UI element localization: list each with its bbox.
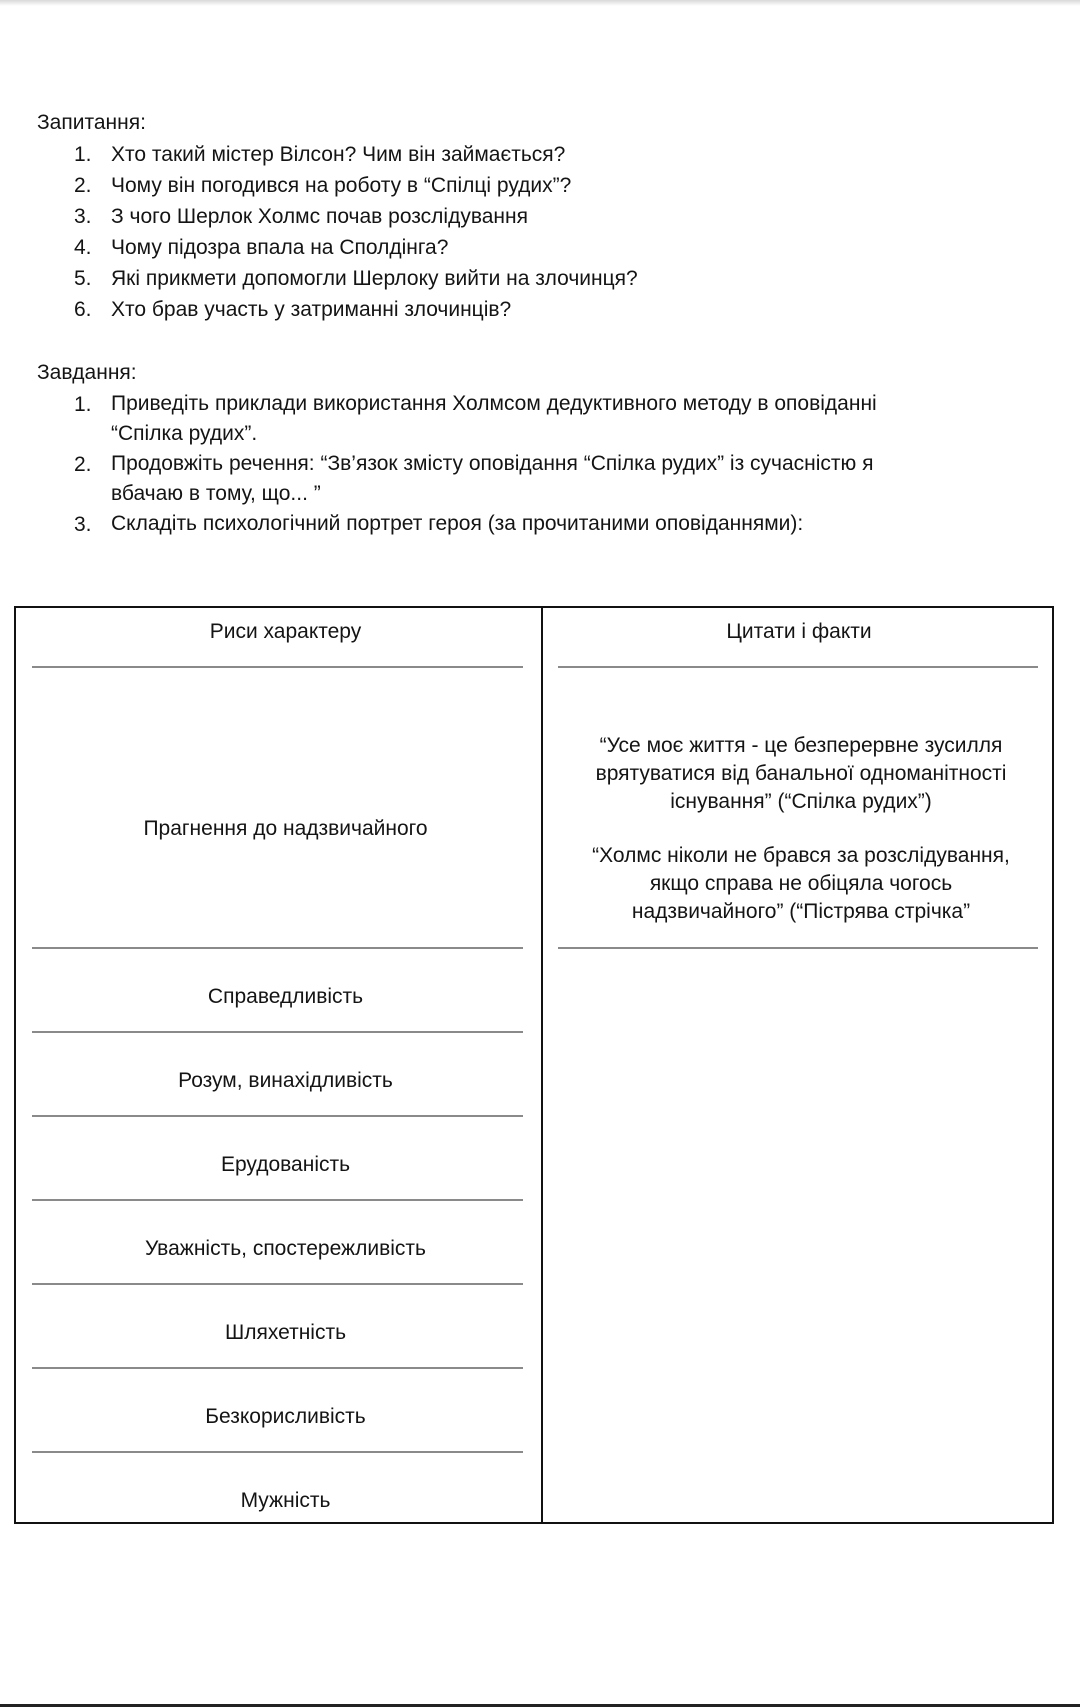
column-divider bbox=[541, 608, 543, 1522]
list-item: 3. З чого Шерлок Холмс почав розслідування bbox=[74, 205, 528, 228]
top-edge-shadow bbox=[0, 0, 1080, 6]
list-item: 3. Складіть психологічний портрет героя (за прочитаними оповіданнями): bbox=[0, 509, 1000, 539]
question-text: Чому він погодився на роботу в “Спілці рудих”? bbox=[111, 174, 572, 197]
quotes-column-header: Цитати і факти bbox=[726, 620, 872, 643]
list-item: 5. Які прикмети допомогли Шерлоку вийти на злочинця? bbox=[74, 267, 638, 290]
question-text: З чого Шерлок Холмс почав розслідування bbox=[111, 205, 528, 228]
trait-cell: Мужність bbox=[240, 1489, 331, 1512]
traits-column-header: Риси характеру bbox=[209, 620, 362, 643]
list-item: 1. Приведіть приклади використання Холмсом дедуктивного методу в оповіданні “Спілка рудих”. bbox=[0, 389, 1000, 449]
list-item: 6. Хто брав участь у затриманні злочинців? bbox=[74, 298, 512, 321]
character-portrait-table bbox=[14, 606, 1054, 1524]
task-text-line: Складіть психологічний портрет героя (за прочитаними оповіданнями): bbox=[111, 512, 804, 535]
bottom-edge-rule bbox=[0, 1704, 1080, 1707]
quote-line: існування” (“Спілка рудих”) bbox=[670, 790, 932, 813]
quote-line: “Усе моє життя - це безперервне зусилля bbox=[599, 734, 1003, 757]
trait-cell: Безкорисливість bbox=[205, 1405, 366, 1428]
quote-cell bbox=[566, 732, 1036, 816]
list-item: 1. Хто такий містер Вілсон? Чим він займається? bbox=[74, 143, 566, 166]
row-divider bbox=[32, 1283, 523, 1285]
row-divider bbox=[32, 1115, 523, 1117]
row-divider bbox=[32, 1031, 523, 1033]
row-divider bbox=[558, 666, 1038, 668]
question-text: Які прикмети допомогли Шерлоку вийти на злочинця? bbox=[111, 267, 638, 290]
questions-heading: Запитання: bbox=[37, 111, 146, 134]
row-divider bbox=[32, 666, 523, 668]
question-text: Хто такий містер Вілсон? Чим він займається? bbox=[111, 143, 566, 166]
list-item: 2. Продовжіть речення: “Зв’язок змісту оповідання “Спілка рудих” із сучасністю я вбачаю в тому, що... ” bbox=[0, 449, 1000, 509]
quote-cell bbox=[566, 842, 1036, 926]
trait-cell: Шляхетність bbox=[224, 1321, 347, 1344]
tasks-heading: Завдання: bbox=[37, 361, 137, 384]
quote-line: надзвичайного” (“Пістрява стрічка” bbox=[631, 900, 971, 923]
row-divider bbox=[32, 1451, 523, 1453]
task-text-line: Приведіть приклади використання Холмсом дедуктивного методу в оповіданні bbox=[111, 392, 877, 415]
task-text-line: Продовжіть речення: “Зв’язок змісту оповідання “Спілка рудих” із сучасністю я bbox=[111, 452, 874, 475]
task-text-line: “Спілка рудих”. bbox=[111, 422, 258, 445]
row-divider bbox=[32, 1199, 523, 1201]
trait-cell: Прагнення до надзвичайного bbox=[143, 817, 428, 840]
row-divider bbox=[32, 947, 523, 949]
trait-cell: Уважність, спостережливість bbox=[145, 1237, 426, 1260]
trait-cell: Справедливість bbox=[207, 985, 364, 1008]
question-text: Чому підозра впала на Сполдінга? bbox=[111, 236, 449, 259]
quote-line: “Холмс ніколи не брався за розслідування, bbox=[592, 844, 1010, 867]
row-divider bbox=[558, 947, 1038, 949]
tasks-list bbox=[0, 389, 1000, 539]
list-item: 2. Чому він погодився на роботу в “Спілці рудих”? bbox=[74, 174, 572, 197]
quote-line: якщо справа не обіцяла чогось bbox=[649, 872, 953, 895]
trait-cell: Розум, винахідливість bbox=[178, 1069, 393, 1092]
task-text-line: вбачаю в тому, що... ” bbox=[111, 482, 321, 505]
question-text: Хто брав участь у затриманні злочинців? bbox=[111, 298, 512, 321]
trait-cell: Ерудованість bbox=[220, 1153, 351, 1176]
row-divider bbox=[32, 1367, 523, 1369]
list-item: 4. Чому підозра впала на Сполдінга? bbox=[74, 236, 449, 259]
questions-list bbox=[0, 139, 1000, 325]
quote-line: врятуватися від банальної одноманітності bbox=[595, 762, 1007, 785]
